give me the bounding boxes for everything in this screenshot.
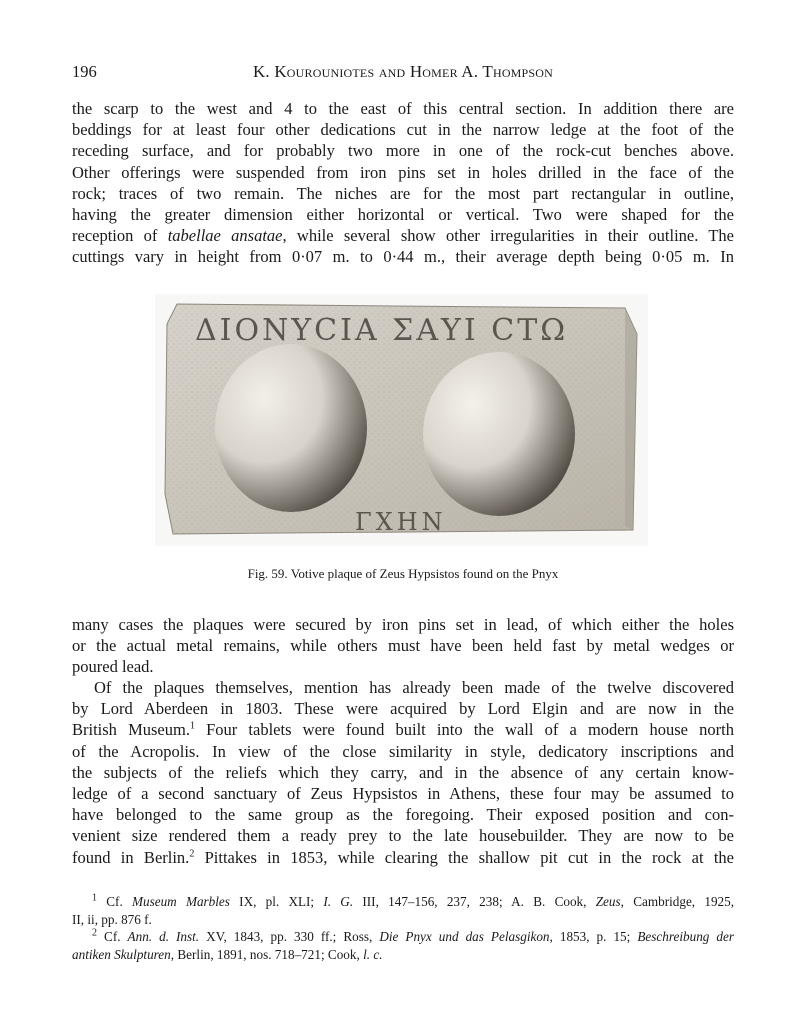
text-line: beddings for at least four other dedications cut in the narrow ledge at the foot of the xyxy=(72,120,734,140)
footnote-line: antiken Skulpturen, Berlin, 1891, nos. 718–721; Cook, l. c. xyxy=(72,946,383,962)
text-line: Other offerings were suspended from iron pins set in holes drilled in the face of the xyxy=(72,162,734,182)
text-line: poured lead. xyxy=(72,657,154,677)
page-header xyxy=(72,62,734,86)
text-line: ledge of a second sanctuary of Zeus Hypsistos in Athens, these four may be assumed to xyxy=(72,784,734,804)
plaque-inscription-bottom: ΓΧΗΝ xyxy=(355,508,447,536)
footnotes xyxy=(72,893,734,963)
text-line: British Museum.$^1$ Four tablets were found built into the wall of a modern house north xyxy=(72,720,734,740)
footnote-ref[interactable]: 2 xyxy=(189,848,195,860)
figure-votive-plaque xyxy=(155,294,648,546)
text-line: found in Berlin.$^2$ Pittakes in 1853, while clearing the shallow pit cut in the rock at the xyxy=(72,847,735,867)
text-line: the scarp to the west and 4 to the east of this central section. In addition there are xyxy=(72,99,734,118)
paragraph-1 xyxy=(72,98,734,268)
plaque-photo xyxy=(155,294,648,546)
text-line: many cases the plaques were secured by iron pins set in lead, of which either the holes xyxy=(72,615,734,634)
text-line: receding surface, and for probably two more in one of the rock-cut benches above. xyxy=(72,141,734,161)
text-line: or the actual metal remains, while others must have been held fast by metal wedges or xyxy=(72,636,734,656)
footnote-ref[interactable]: 1 xyxy=(189,720,195,732)
paragraph-3 xyxy=(72,677,734,868)
footnote-1 xyxy=(72,893,734,928)
text-line: Of the plaques themselves, mention has already been made of the twelve discovered xyxy=(94,678,734,697)
page-number: 196 xyxy=(72,62,97,81)
footnote-line: $^1$ Cf. Museum Marbles IX, pl. XLI; I. G. III, 147–156, 237, 238; A. B. Cook, Zeus, Cambridge, 1925, xyxy=(92,892,735,909)
footnote-line: $^2$ Cf. Ann. d. Inst. XV, 1843, pp. 330 ff.; Ross, Die Pnyx und das Pelasgikon, 1853, p. 15; Beschreibung der xyxy=(92,927,734,944)
text-line: venient size rendered them a ready prey to the late housebuilder. They are now to be xyxy=(72,826,734,846)
running-title: K. Kourouniotes and Homer A. Thompson xyxy=(252,62,554,81)
plaque-inscription-top: ΔΙΟΝΥCΙΑ ΣΑΥΙ CΤΩ xyxy=(195,313,569,348)
text-line: rock; traces of two remain. The niches are for the most part rectangular in outline, xyxy=(72,183,734,203)
text-line: of the Acropolis. In view of the close similarity in style, dedicatory inscriptions and xyxy=(72,741,734,761)
footnote-2 xyxy=(72,928,734,963)
text-line: cuttings vary in height from 0·07 m. to 0·44 m., their average depth being 0·05 m. In xyxy=(72,247,734,267)
figure-caption: Fig. 59. Votive plaque of Zeus Hypsistos found on the Pnyx xyxy=(247,566,559,581)
text-line: have belonged to the same group as the foregoing. Their exposed position and con- xyxy=(72,805,734,825)
footnote-line: II, ii, pp. 876 f. xyxy=(72,911,152,927)
paragraph-2 xyxy=(72,614,734,678)
text-line: reception of tabellae ansatae, while several show other irregularities in their outline. The xyxy=(72,226,735,246)
text-line: having the greater dimension either horizontal or vertical. Two were shaped for the xyxy=(72,205,734,225)
text-line: the subjects of the reliefs which they carry, and in the absence of any certain know- xyxy=(72,762,734,782)
italic-term: tabellae ansatae xyxy=(167,226,283,246)
text-line: by Lord Aberdeen in 1803. These were acquired by Lord Elgin and are now in the xyxy=(72,699,734,719)
